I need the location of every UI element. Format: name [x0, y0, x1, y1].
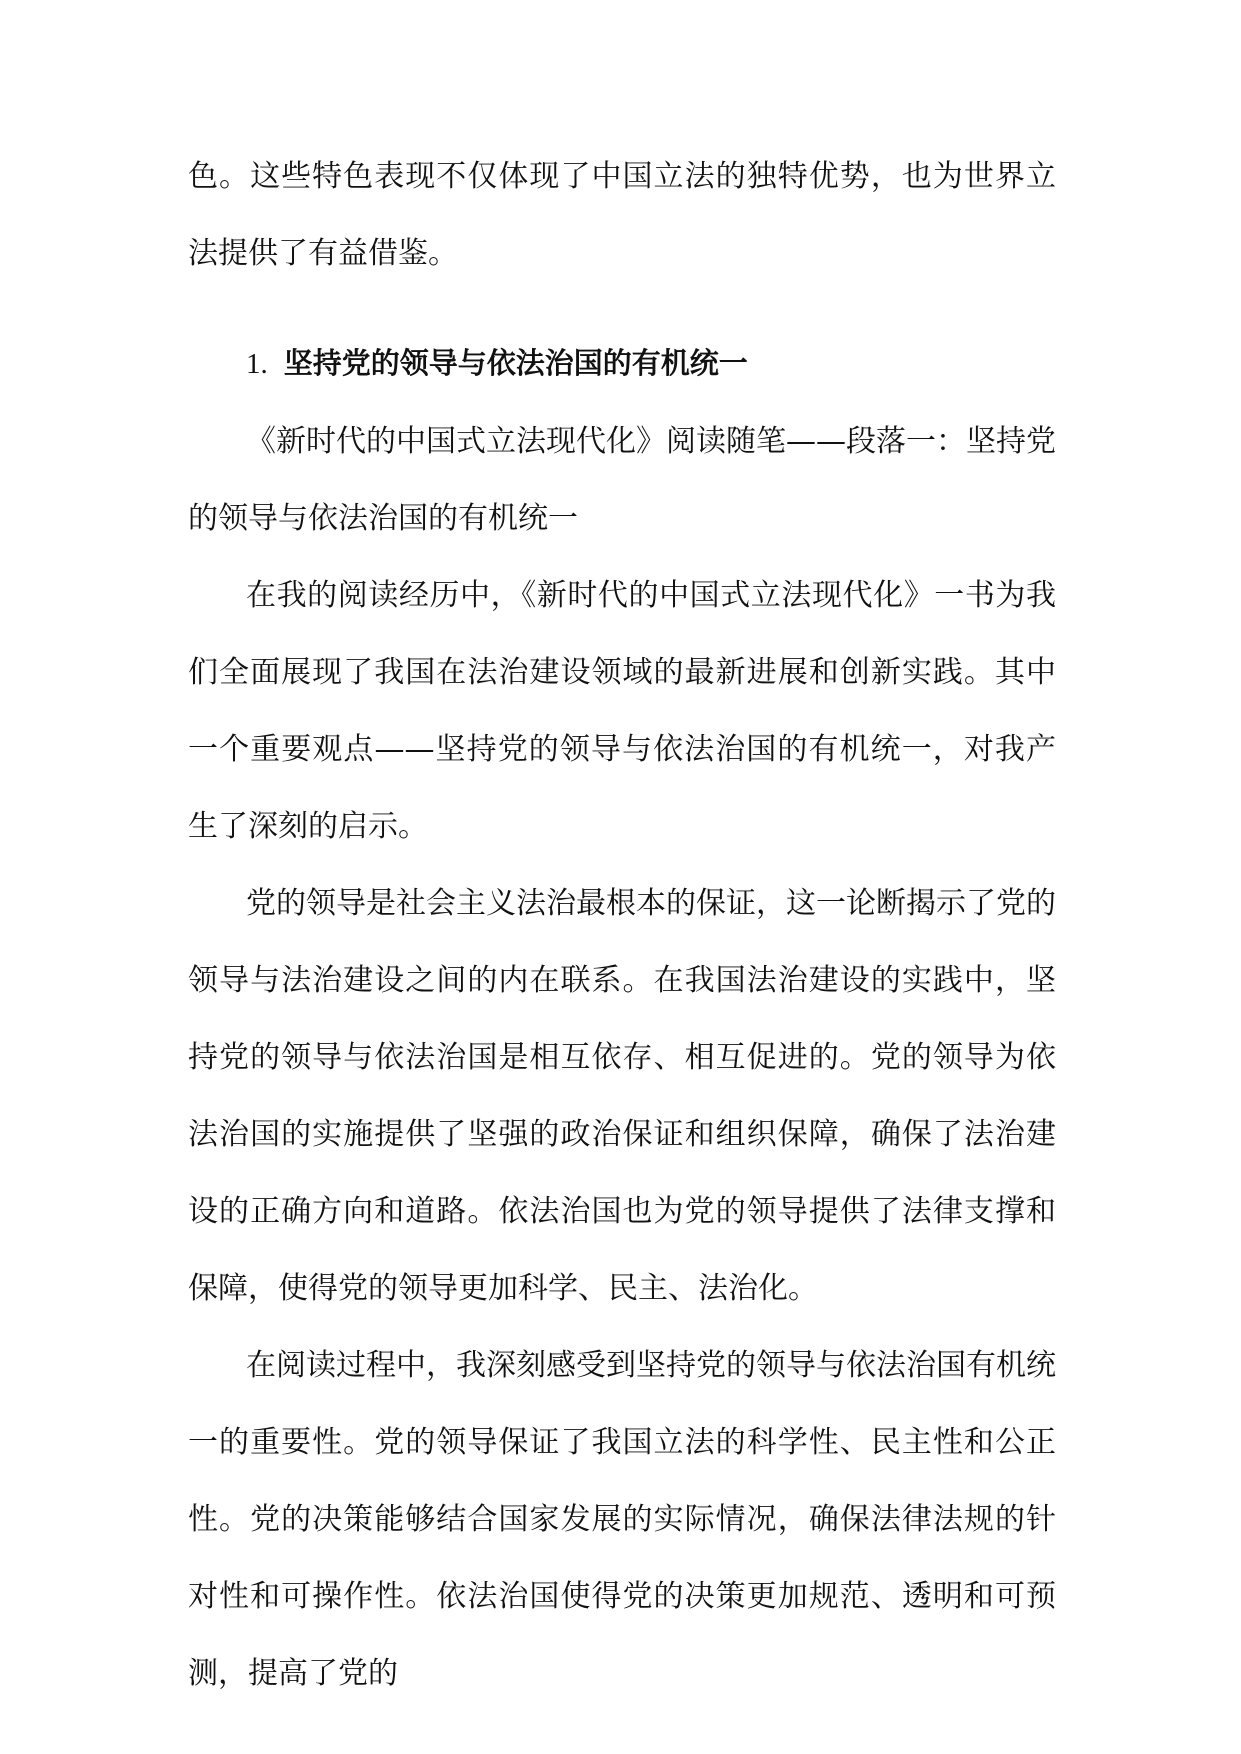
section-number: 1. [246, 348, 268, 380]
paragraph-essay-title: 《新时代的中国式立法现代化》阅读随笔——段落一：坚持党的领导与依法治国的有机统一 [188, 424, 1056, 536]
paragraph-reading-reflection: 在阅读过程中，我深刻感受到坚持党的领导与依法治国有机统一的重要性。党的领导保证了我国立法的科学性、民主性和公正性。党的决策能够结合国家发展的实际情况，确保法律法规的针对性和可操作性。依法治国使得党的决策更加规范、透明和可预测，提高了党的 [188, 1348, 1056, 1691]
document-body [188, 138, 1056, 1712]
paragraph-reading-experience: 在我的阅读经历中，《新时代的中国式立法现代化》一书为我们全面展现了我国在法治建设领域的最新进展和创新实践。其中一个重要观点——坚持党的领导与依法治国的有机统一，对我产生了深刻的启示。 [188, 578, 1056, 844]
section-title: 坚持党的领导与依法治国的有机统一 [283, 346, 748, 380]
section-heading [188, 325, 1056, 403]
paragraph-party-leadership: 党的领导是社会主义法治最根本的保证，这一论断揭示了党的领导与法治建设之间的内在联系。在我国法治建设的实践中，坚持党的领导与依法治国是相互依存、相互促进的。党的领导为依法治国的实施提供了坚强的政治保证和组织保障，确保了法治建设的正确方向和道路。依法治国也为党的领导提供了法律支撑和保障，使得党的领导更加科学、民主、法治化。 [188, 886, 1056, 1306]
intro-paragraph: 色。这些特色表现不仅体现了中国立法的独特优势，也为世界立法提供了有益借鉴。 [188, 159, 1056, 271]
